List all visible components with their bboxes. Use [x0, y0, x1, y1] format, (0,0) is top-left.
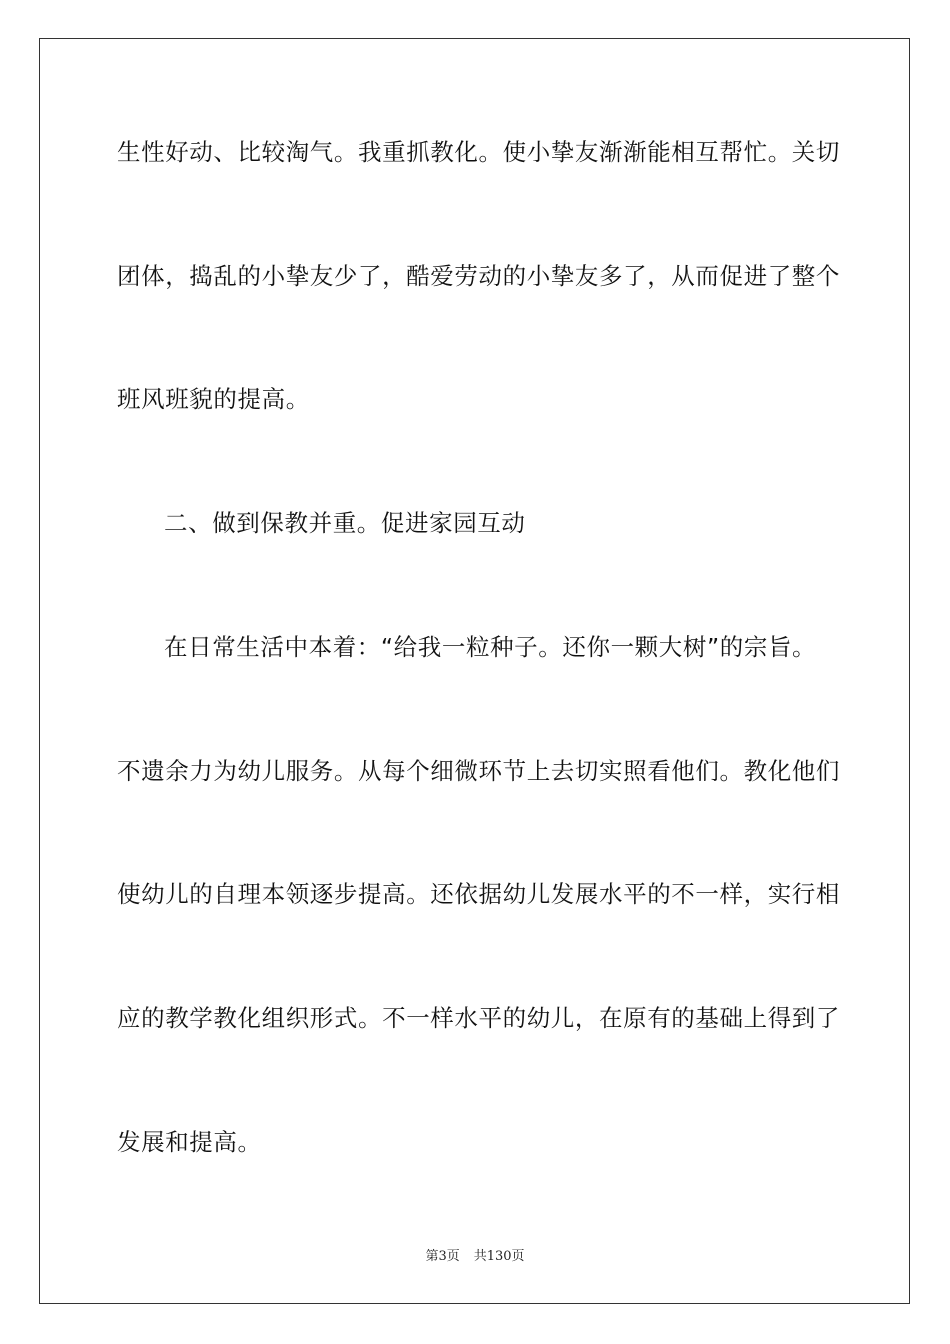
total-pages: 共130页 — [473, 1249, 525, 1264]
page-footer — [0, 1248, 950, 1266]
page-border — [39, 38, 910, 1304]
paragraph-line: 应的教学教化组织形式。不一样水平的幼儿，在原有的基础上得到了 — [117, 1004, 840, 1032]
paragraph-line: 使幼儿的自理本领逐步提高。还依据幼儿发展水平的不一样，实行相 — [117, 880, 840, 908]
paragraph-line: 班风班貌的提高。 — [117, 385, 310, 413]
paragraph-line: 不遗余力为幼儿服务。从每个细微环节上去切实照看他们。教化他们 — [117, 757, 840, 785]
paragraph-line: 团体，捣乱的小挚友少了，酷爱劳动的小挚友多了，从而促进了整个 — [117, 262, 840, 290]
paragraph-line: 发展和提高。 — [117, 1128, 262, 1156]
paragraph-line: 在日常生活中本着：“给我一粒种子。还你一颗大树”的宗旨。 — [164, 633, 817, 661]
section-heading: 二、做到保教并重。促进家园互动 — [164, 509, 526, 537]
paragraph-line: 生性好动、比较淘气。我重抓教化。使小挚友渐渐能相互帮忙。关切 — [117, 138, 840, 166]
page-number: 第3页 — [425, 1249, 460, 1264]
